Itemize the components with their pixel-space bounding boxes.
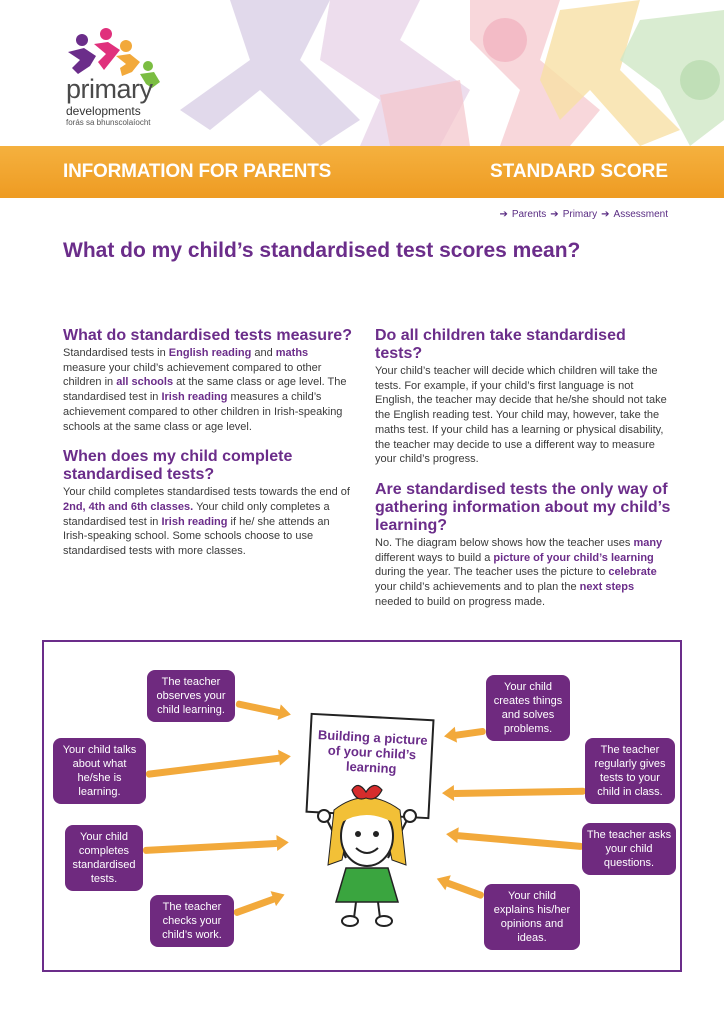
breadcrumb-item-parents[interactable]: Parents (511, 209, 547, 220)
body-text: your child’s achievements and to plan the (375, 581, 580, 594)
body-text: needed to build on progress made. (375, 595, 546, 608)
emphasis-text: all schools (116, 376, 174, 389)
arrow-icon: ➔ (601, 209, 610, 220)
emphasis-text: next steps (579, 581, 635, 594)
diagram-bubble: The teacher observes your child learning. (147, 670, 235, 722)
section-heading: Do all children take standardised tests? (375, 327, 626, 362)
section-heading: Are standardised tests the only way of gathering information about my child’s learning? (375, 480, 671, 534)
sign-text: Building a picture of your child’s learning (317, 727, 428, 777)
diagram-bubble: The teacher asks your child questions. (582, 823, 676, 875)
emphasis-text: English reading (168, 347, 252, 359)
body-text: Your child only completes a standardised test in (63, 500, 330, 528)
body-text: different ways to build a (375, 551, 494, 564)
arrow-icon: ➔ (550, 209, 559, 220)
body-text: measures a child’s achievement compared to other children in Irish-speaking schools at the same class or age level. (63, 391, 343, 433)
body-text: Your child completes standardised tests towards the end of (63, 486, 350, 499)
band-title-right: STANDARD SCORE (489, 161, 668, 182)
emphasis-text: Irish reading (161, 515, 228, 528)
section-heading: What do standardised tests measure? (63, 327, 352, 344)
breadcrumb-item-assessment[interactable]: Assessment (613, 209, 668, 220)
body-text: and (251, 347, 276, 359)
emphasis-text: 2nd, 4th and 6th classes. (63, 500, 194, 513)
logo-irish-tagline: forás sa bhunscolaíocht (66, 118, 151, 127)
section-paragraph (375, 536, 671, 610)
band-title-left: INFORMATION FOR PARENTS (63, 161, 332, 182)
arrow-icon: ➔ (499, 209, 508, 220)
body-text: Standardised tests in (63, 347, 169, 359)
body-text: No. The diagram below shows how the teacher uses (375, 536, 634, 549)
diagram-bubble: Your child explains his/her opinions and ideas. (484, 884, 580, 950)
emphasis-text: Irish reading (161, 391, 228, 404)
body-text: Your child’s teacher will decide which children will take the tests. For example, if your child’s first language is not English, the teacher may decide that he/she should not take the English reading test. Your child may, however, take the maths test. If your child has a learning or physical disability, the teacher may decide to use a different way to measure your child’s progress. (375, 365, 667, 466)
breadcrumb-item-primary[interactable]: Primary (562, 209, 598, 220)
page-title: What do my child’s standardised test scores mean? (63, 239, 581, 262)
section-paragraph (63, 346, 353, 434)
left-column (63, 327, 353, 573)
emphasis-text: many (633, 536, 663, 549)
emphasis-text: celebrate (608, 566, 657, 579)
section-heading: When does my child complete standardised tests? (63, 448, 293, 484)
emphasis-text: maths (275, 347, 309, 359)
diagram-bubble: The teacher regularly gives tests to your child in class. (585, 738, 675, 804)
right-column (375, 327, 671, 623)
diagram-bubble: The teacher checks your child’s work. (150, 895, 234, 947)
girl-illustration (296, 780, 436, 930)
breadcrumb (499, 209, 668, 220)
section-paragraph (63, 485, 353, 559)
body-text: during the year. The teacher uses the picture to (375, 566, 609, 579)
diagram-bubble: Your child talks about what he/she is learning. (53, 738, 146, 804)
emphasis-text: picture of your child’s learning (493, 551, 654, 564)
body-text: measure your child’s achievement compared to other children in (63, 361, 322, 389)
body-text: if he/ she attends an Irish-speaking school. Some schools choose to use standardised tests with more classes. (63, 515, 330, 558)
diagram-bubble: Your child creates things and solves problems. (486, 675, 570, 741)
logo-subtitle: developments (66, 104, 141, 118)
section-paragraph (375, 364, 671, 467)
logo-wordmark: primary (66, 74, 153, 104)
diagram-bubble: Your child completes standardised tests. (65, 825, 143, 891)
body-text: at the same class or age level. The standardised test in (63, 376, 347, 404)
